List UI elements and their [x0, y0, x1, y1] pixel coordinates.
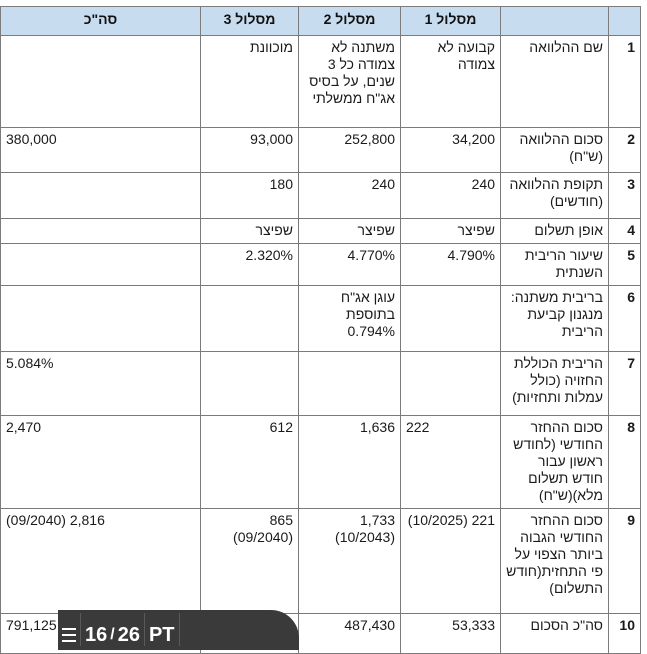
- cell-route-3: 865 (09/2040): [201, 509, 299, 614]
- pt-label: PT: [148, 624, 175, 646]
- row-number: 8: [609, 416, 641, 509]
- cell-route-2: 1,636: [299, 416, 401, 509]
- cell-total: [1, 173, 201, 219]
- loan-routes-table: [0, 6, 641, 654]
- cell-route-1: קבועה לא צמודה: [401, 36, 501, 128]
- cell-total: 2,816 (09/2040): [1, 509, 201, 614]
- menu-button[interactable]: [58, 613, 81, 646]
- row-label: סכום ההחזר החודשי (לחודש ראשון עבור חודש תשלום מלא)(ש"ח): [501, 416, 609, 509]
- row-number: 9: [609, 509, 641, 614]
- header-cell-num: [609, 7, 641, 36]
- table-row: [1, 128, 641, 173]
- cell-total: [1, 36, 201, 128]
- table-row: [1, 416, 641, 509]
- cell-route-1: [401, 286, 501, 352]
- cell-total: 380,000: [1, 128, 201, 173]
- page-indicator[interactable]: [81, 613, 145, 646]
- header-cell-route-2: מסלול 2: [299, 7, 401, 36]
- table-row: [1, 36, 641, 128]
- document-page: [6, 0, 647, 646]
- cell-total: [1, 244, 201, 286]
- cell-total: [1, 219, 201, 244]
- row-label: סכום ההלוואה (ש"ח): [501, 128, 609, 173]
- row-label: סה"כ הסכום: [501, 614, 609, 654]
- cell-route-3: [201, 352, 299, 416]
- header-cell-total: סה"כ: [1, 7, 201, 36]
- cell-total: 5.084%: [1, 352, 201, 416]
- cell-route-3: 612: [201, 416, 299, 509]
- cell-route-1: 34,200: [401, 128, 501, 173]
- cell-route-1: 240: [401, 173, 501, 219]
- pdf-viewer-toolbar[interactable]: [58, 610, 299, 650]
- cell-route-2: [299, 352, 401, 416]
- cell-route-3: [201, 286, 299, 352]
- page-current: 16: [85, 624, 108, 646]
- table-header-row: [1, 7, 641, 36]
- row-number: 6: [609, 286, 641, 352]
- row-number: 7: [609, 352, 641, 416]
- row-label: שיעור הריבית השנתית: [501, 244, 609, 286]
- page-separator: /: [110, 626, 115, 643]
- page-total: 26: [117, 624, 140, 646]
- cell-route-2: שפיצר: [299, 219, 401, 244]
- cell-route-2: משתנה לא צמודה כל 3 שנים, על בסיס אג"ח ממשלתי: [299, 36, 401, 128]
- cell-total: 791,125: [1, 614, 201, 654]
- row-label: הריבית הכוללת החזויה (כולל עמלות ותחזיות): [501, 352, 609, 416]
- row-number: 1: [609, 36, 641, 128]
- row-label: אופן תשלום: [501, 219, 609, 244]
- cell-route-1: 222: [401, 416, 501, 509]
- cell-route-2: 4.770%: [299, 244, 401, 286]
- cell-route-1: [401, 352, 501, 416]
- pt-button[interactable]: [145, 613, 180, 646]
- cell-route-1: 4.790%: [401, 244, 501, 286]
- table-row: [1, 173, 641, 219]
- menu-icon: [62, 628, 76, 642]
- header-cell-route-3: מסלול 3: [201, 7, 299, 36]
- table-row: [1, 219, 641, 244]
- cell-total: [1, 286, 201, 352]
- row-label: שם ההלוואה: [501, 36, 609, 128]
- cell-route-2: עוגן אג"ח בתוספת 0.794%: [299, 286, 401, 352]
- row-number: 5: [609, 244, 641, 286]
- row-label: סכום ההחזר החודשי הגבוה ביותר הצפוי על פי התחזית(חודש התשלום): [501, 509, 609, 614]
- row-label: תקופת ההלוואה (חודשים): [501, 173, 609, 219]
- table-row: [1, 352, 641, 416]
- row-number: 10: [609, 614, 641, 654]
- row-number: 3: [609, 173, 641, 219]
- cell-route-2: 252,800: [299, 128, 401, 173]
- header-cell-label: [501, 7, 609, 36]
- cell-total: 2,470: [1, 416, 201, 509]
- row-number: 2: [609, 128, 641, 173]
- cell-route-2: 1,733 (10/2043): [299, 509, 401, 614]
- cell-route-2: 487,430: [299, 614, 401, 654]
- cell-route-3: 93,000: [201, 128, 299, 173]
- cell-route-1: 53,333: [401, 614, 501, 654]
- cell-route-2: 240: [299, 173, 401, 219]
- table-row: [1, 509, 641, 614]
- cell-route-3: שפיצר: [201, 219, 299, 244]
- cell-route-3: מוכוונת: [201, 36, 299, 128]
- cell-route-3: 2.320%: [201, 244, 299, 286]
- table-row: [1, 244, 641, 286]
- cell-route-1: שפיצר: [401, 219, 501, 244]
- cell-route-3: 180: [201, 173, 299, 219]
- row-number: 4: [609, 219, 641, 244]
- header-cell-route-1: מסלול 1: [401, 7, 501, 36]
- cell-route-1: 221 (10/2025): [401, 509, 501, 614]
- row-label: בריבית משתנה: מנגנון קביעת הריבית: [501, 286, 609, 352]
- table-row: [1, 286, 641, 352]
